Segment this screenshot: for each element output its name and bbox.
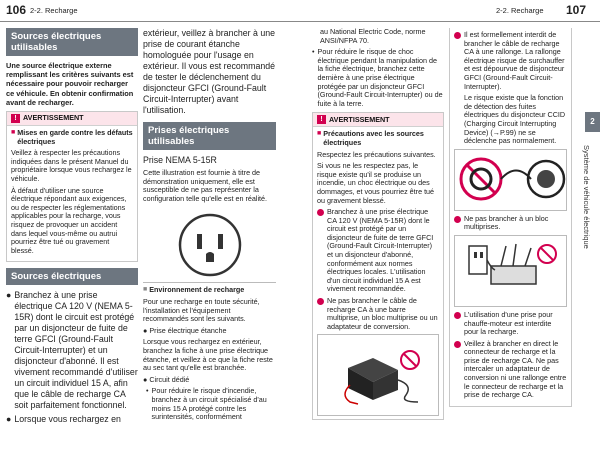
column-2: extérieur, veillez à brancher à une prise de courant étanche homologuée pour l'usage en extérieur. Il vous est recommandé de tester le déclenchement du disjoncteur GFCI (Ground-Fault Circuit-Interrupter) avant l'utilisation. Prises électriques utilisables Prise NEMA 5-15R Cette illustration est fournie à titre de démonstration uniquement, elle est susceptible de ne pas représenter la configuration telle qu'elle est en réalité. ■ Environnement de recharge Pour une recharge en toute sécurité, l'installation et l'équipement recommandés sont les suivants. ● Prise électrique étanche Lorsque vous rechargez en extérieur, branchez la fiche à une prise électrique étanche, et veillez à ce que la fiche reste au sec tant qu'elle est branchée. ● Circuit dédié • Pour réduire le risque d'incendie, branchez à un circuit spécialisé d'au moins 15 A protégé contre les surintensités, conformément (143, 28, 276, 422)
list-item-text: Il est formellement interdit de brancher le câble de recharge CA à une rallonge. La rallonge électrique risque de surchauffer et est dépourvue de disjoncteur GFCI (Ground-Fault Circuit-Interrupter). (464, 30, 565, 91)
intro-text: Une source électrique externe remplissant les critères suivants est nécessaire pour pouvoir recharger ce véhicule. En obtenir confirmation avant de recharger. (6, 61, 134, 107)
list-item-text: L'utilisation d'une prise pour chauffe-moteur est interdite pour la recharge. (464, 309, 553, 337)
list-item-text: Veillez à brancher en direct le connecteur de recharge et la prise de recharge CA. Ne pas intercaler un adaptateur de conversion ni une rallonge entre le connecteur de recharge et la prise de recharge CA. (464, 338, 567, 400)
right-section-title: 2-2. Recharge (496, 6, 544, 15)
list-item (317, 297, 439, 331)
list-item-text: Pour réduire le risque de choc électrique pendant la manipulation de la fiche électrique, branchez cette dernière à une prise électrique protégée par un disjoncteur GFCI (Ground-Fault Circuit-Interrupter) ou de fuite à la terre. (317, 47, 443, 108)
warning-paragraph: Veillez à respecter les précautions indiquées dans le présent Manuel du propriétaire lorsque vous rechargez le véhicule. (11, 148, 132, 183)
warning-subheading: Précautions avec les sources électriques (323, 129, 424, 147)
chapter-tab: 2 (585, 112, 600, 132)
warning-subheading: Mises en garde contre les défauts électriques (17, 128, 133, 146)
list-item-text: Branchez à une prise électrique CA 120 V (NEMA 5-15R) dont le circuit est protégé par un disjoncteur de fuite de terre GFCI (Ground-Fault Circuit-Interrupter) et un disjoncteur d'abonné. Il est vivement recommandé d'utiliser un circuit individuel 15 A, afin que le câble de recharge CA soit parfaitement fonctionnel. (14, 290, 138, 411)
continued-text: extérieur, veillez à brancher à une prise de courant étanche homologuée pour l'usage en extérieur. Il vous est recommandé de tester le déclenchement du disjoncteur GFCI (Ground-Fault Circuit-Interrupter) avant l'utilisation. (143, 28, 276, 115)
left-page-number: 106 (6, 3, 27, 17)
outlet-icon (175, 210, 245, 280)
warning-header (313, 113, 443, 127)
outlet-description: Cette illustration est fournie à titre de démonstration uniquement, elle est susceptible de ne pas représenter la configuration telle qu'elle est en réalité. (143, 168, 268, 203)
column-4 (449, 28, 572, 413)
warning-paragraph: Respectez les précautions suivantes. (317, 149, 436, 159)
env-paragraph: Pour une recharge en toute sécurité, l'installation et l'équipement recommandés sont les suivants. (143, 296, 260, 324)
section-heading-sources: Sources électriques (6, 268, 138, 285)
right-page-number: 107 (566, 3, 587, 17)
warning-paragraph: Le risque existe que la fonction de détection des fuites électriques du disjoncteur CCID (Charging Circuit Interrupting Device) (→P.99) ne se déclenche pas normalement. (464, 93, 566, 146)
no-extension-cord-illustration (454, 149, 567, 211)
list-item-text: Ne pas brancher le câble de recharge CA à une barre multiprise, un bloc multiprise ou un adaptateur de conversion. (327, 296, 438, 331)
warning-icon: ! (11, 114, 20, 123)
env-heading: Environnement de recharge (149, 285, 245, 295)
section-heading-outlets: Prises électriques utilisables (143, 122, 276, 150)
warning-icon: ! (317, 115, 326, 124)
warning-box: ! AVERTISSEMENT ■ Précautions avec les sources électriques Respectez les précautions suivantes. Si vous ne les respectez pas, le risque existe qu'il se produise un incendie, un choc électrique ou des dommages, et vous pourriez être tué ou gravement blessé. Branchez à une prise électrique CA 120 V (NEMA 5-15R) dont le circuit est protégé par un disjoncteur de fuite de terre GFCI (Ground-Fault Circuit-Interrupter) et un disjoncteur d'abonné, conformément aux normes électriques locales. L'utilisation d'un circuit individuel 15 A est vivement recommandée. Ne pas brancher le câble de recharge CA à une barre multiprise, un bloc multiprise ou un adaptateur de conversion. (312, 112, 444, 420)
list-item: ● Lorsque vous rechargez en (6, 414, 121, 425)
no-adapter-icon (328, 340, 428, 410)
circuit-paragraph: Pour réduire le risque d'incendie, branchez à un circuit spécialisé d'au moins 15 A protégé contre les surintensités, conformément (151, 386, 267, 422)
warning-label: AVERTISSEMENT (329, 114, 390, 124)
warning-box-continued (449, 28, 572, 407)
column-3 (312, 28, 444, 426)
warning-paragraph: À défaut d'utiliser une source électrique répondant aux exigences, ou de respecter les réglementations applicables pour la recharge, vous risquez de provoquer un accident dans lequel vous-même ou autrui pourriez être tué ou gravement blessé. (11, 185, 127, 255)
no-power-strip-icon (461, 238, 561, 303)
list-item-text: Branchez à une prise électrique CA 120 V (NEMA 5-15R) dont le circuit est protégé par un disjoncteur de fuite de terre GFCI (Ground-Fault Circuit-Interrupter) et un disjoncteur d'abonné, conformément aux normes électriques locales. L'utilisation d'un circuit individuel 15 A est vivement recommandée. (327, 207, 434, 294)
left-section-title: 2-2. Recharge (30, 6, 78, 15)
column-1 (6, 28, 138, 428)
warning-box: ! AVERTISSEMENT ■ Mises en garde contre les défauts électriques Veillez à respecter les précautions indiquées dans le présent Manuel du propriétaire lorsque vous rechargez le véhicule. À défaut d'utiliser une source électrique répondant aux exigences, ou de respecter les réglementations applicables pour la recharge, vous risquez de provoquer un accident dans lequel vous-même ou autrui pourriez être tué ou gravement blessé. (6, 111, 138, 262)
no-power-strip-illustration (454, 235, 567, 307)
page-header (0, 0, 600, 22)
circuit-heading: Circuit dédié (149, 374, 190, 384)
no-extension-cord-icon (456, 152, 566, 207)
chapter-title: Système de véhicule électrique (582, 145, 591, 249)
waterproof-heading: Prise électrique étanche (149, 325, 227, 335)
continued-text: au National Electric Code, norme ANSI/NFPA 70. (320, 27, 426, 45)
outlet-type-label: Prise NEMA 5-15R (143, 155, 217, 165)
list-item (317, 208, 439, 294)
list-item: • Pour réduire le risque de choc électrique pendant la manipulation de la fiche électrique, branchez cette dernière à une prise électrique protégée par un disjoncteur GFCI (Ground-Fault Circuit-Interrupter) ou de fuite à la terre. (312, 47, 443, 108)
list-item (454, 340, 567, 400)
list-item-text: Lorsque vous rechargez en (14, 414, 121, 425)
warning-label: AVERTISSEMENT (23, 113, 84, 123)
section-heading-usable-sources: Sources électriques utilisables (6, 28, 138, 56)
no-adapter-illustration (317, 334, 439, 416)
list-item: ● Branchez à une prise électrique CA 120 V (NEMA 5-15R) dont le circuit est protégé par un disjoncteur de fuite de terre GFCI (Ground-Fault Circuit-Interrupter) et un disjoncteur d'abonné. Il est vivement recommandé d'utiliser un circuit individuel 15 A, afin que le câble de recharge CA soit parfaitement fonctionnel. (6, 290, 138, 411)
list-item (454, 31, 567, 91)
list-item-text: Ne pas brancher à un bloc multiprises. (464, 213, 549, 232)
list-item (454, 215, 567, 232)
waterproof-paragraph: Lorsque vous rechargez en extérieur, branchez la fiche à une prise électrique étanche, et veillez à ce que la fiche reste au sec tant qu'elle est branchée. (143, 337, 273, 373)
warning-header (7, 112, 137, 126)
warning-paragraph: Si vous ne les respectez pas, le risque existe qu'il se produise un incendie, un choc électrique ou des dommages, et vous pourriez être tué ou gravement blessé. (317, 161, 435, 205)
list-item (454, 311, 567, 337)
outlet-illustration (143, 207, 276, 282)
